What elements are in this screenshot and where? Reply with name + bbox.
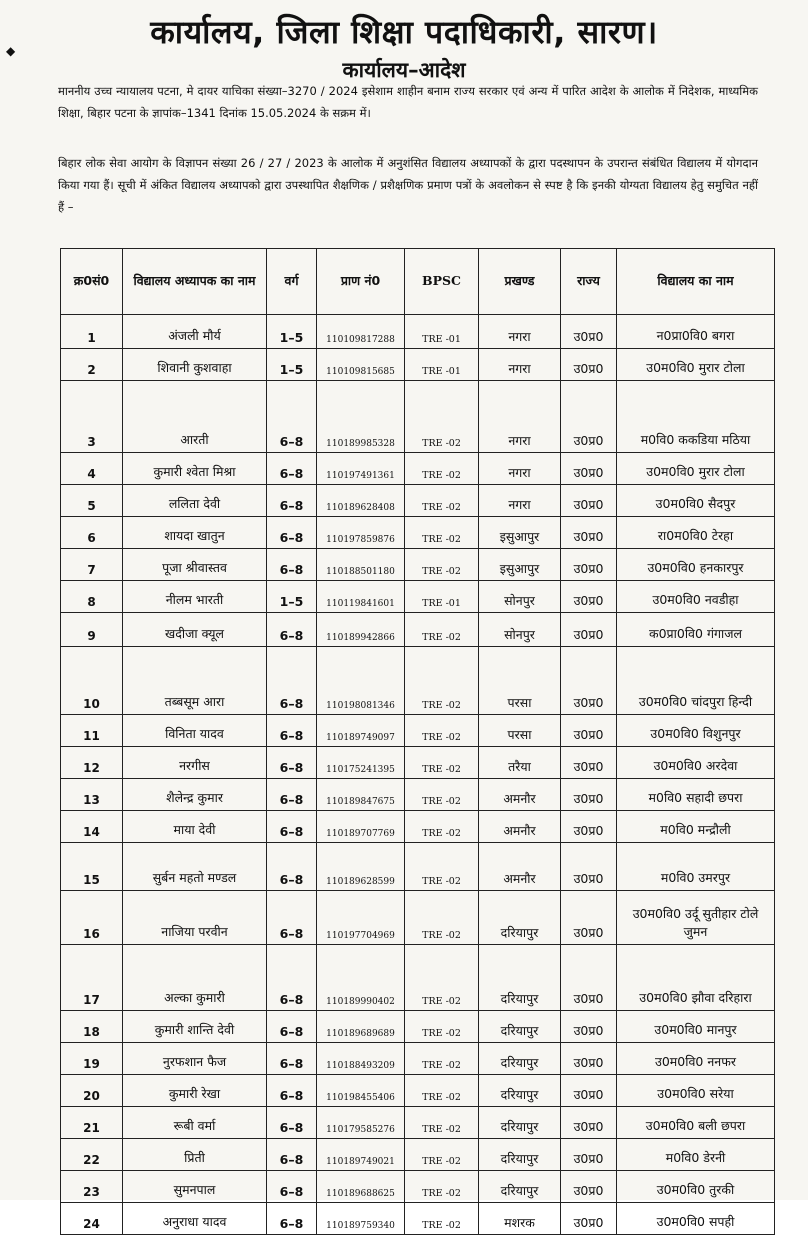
teacher-name-cell: नुरफशान फैज — [123, 1043, 267, 1075]
block-cell: इसुआपुर — [479, 549, 561, 581]
school-name-cell: म0वि0 डेरनी — [617, 1139, 775, 1171]
table-row — [61, 613, 775, 647]
class-group-cell: 1–5 — [267, 581, 317, 613]
state-cell: उ0प्र0 — [561, 581, 617, 613]
pran-cell: 110109817288 — [317, 315, 405, 349]
class-group-cell: 6–8 — [267, 1139, 317, 1171]
teacher-name-cell: अनुराधा यादव — [123, 1203, 267, 1235]
state-cell: उ0प्र0 — [561, 349, 617, 381]
header-pran-no: प्राण नं0 — [317, 249, 405, 315]
school-name-cell: उ0म0वि0 हनकारपुर — [617, 549, 775, 581]
pran-cell: 110109815685 — [317, 349, 405, 381]
bpsc-cell: TRE -02 — [405, 1075, 479, 1107]
bpsc-cell: TRE -02 — [405, 381, 479, 453]
serial-cell: 16 — [61, 891, 123, 945]
school-name-cell: उ0म0वि0 उर्दू सुतीहार टोले जुमन — [617, 891, 775, 945]
school-name-cell: म0वि0 सहादी छपरा — [617, 779, 775, 811]
pran-cell: 110179585276 — [317, 1107, 405, 1139]
class-group-cell: 1–5 — [267, 349, 317, 381]
block-cell: परसा — [479, 715, 561, 747]
pran-cell: 110198455406 — [317, 1075, 405, 1107]
class-group-cell: 6–8 — [267, 1043, 317, 1075]
bpsc-cell: TRE -02 — [405, 843, 479, 891]
school-name-cell: उ0म0वि0 सपही — [617, 1203, 775, 1235]
table-row — [61, 1107, 775, 1139]
school-name-cell: उ0म0वि0 मुरार टोला — [617, 453, 775, 485]
teacher-name-cell: ललिता देवी — [123, 485, 267, 517]
bpsc-cell: TRE -02 — [405, 715, 479, 747]
school-name-cell: म0वि0 मन्द्रौली — [617, 811, 775, 843]
block-cell: मशरक — [479, 1203, 561, 1235]
teacher-name-cell: कुमारी शान्ति देवी — [123, 1011, 267, 1043]
teacher-name-cell: तब्बसूम आरा — [123, 647, 267, 715]
table-body — [61, 315, 775, 1235]
class-group-cell: 6–8 — [267, 843, 317, 891]
state-cell: उ0प्र0 — [561, 779, 617, 811]
bpsc-cell: TRE -02 — [405, 1011, 479, 1043]
block-cell: सोनपुर — [479, 581, 561, 613]
table-row — [61, 891, 775, 945]
school-name-cell: उ0म0वि0 मुरार टोला — [617, 349, 775, 381]
bpsc-cell: TRE -02 — [405, 1043, 479, 1075]
table-row — [61, 453, 775, 485]
table-row — [61, 779, 775, 811]
table-row — [61, 843, 775, 891]
serial-cell: 12 — [61, 747, 123, 779]
table-row — [61, 349, 775, 381]
table-row — [61, 315, 775, 349]
class-group-cell: 6–8 — [267, 811, 317, 843]
table-row — [61, 1171, 775, 1203]
pran-cell: 110188501180 — [317, 549, 405, 581]
order-subtitle: कार्यालय–आदेश — [342, 58, 466, 82]
block-cell: तरैया — [479, 747, 561, 779]
serial-cell: 14 — [61, 811, 123, 843]
block-cell: दरियापुर — [479, 1011, 561, 1043]
state-cell: उ0प्र0 — [561, 945, 617, 1011]
block-cell: दरियापुर — [479, 1043, 561, 1075]
block-cell: नगरा — [479, 381, 561, 453]
state-cell: उ0प्र0 — [561, 715, 617, 747]
bpsc-cell: TRE -02 — [405, 891, 479, 945]
class-group-cell: 6–8 — [267, 779, 317, 811]
teacher-name-cell: नाजिया परवीन — [123, 891, 267, 945]
state-cell: उ0प्र0 — [561, 1107, 617, 1139]
block-cell: दरियापुर — [479, 945, 561, 1011]
table-row — [61, 581, 775, 613]
school-name-cell: क0प्रा0वि0 गंगाजल — [617, 613, 775, 647]
bpsc-cell: TRE -02 — [405, 1139, 479, 1171]
pran-cell: 110197859876 — [317, 517, 405, 549]
block-cell: दरियापुर — [479, 1139, 561, 1171]
state-cell: उ0प्र0 — [561, 517, 617, 549]
pran-cell: 110189749097 — [317, 715, 405, 747]
state-cell: उ0प्र0 — [561, 1043, 617, 1075]
pran-cell: 110189990402 — [317, 945, 405, 1011]
class-group-cell: 6–8 — [267, 1203, 317, 1235]
state-cell: उ0प्र0 — [561, 1011, 617, 1043]
table-row — [61, 1043, 775, 1075]
state-cell: उ0प्र0 — [561, 811, 617, 843]
class-group-cell: 6–8 — [267, 715, 317, 747]
serial-cell: 15 — [61, 843, 123, 891]
pran-cell: 110189985328 — [317, 381, 405, 453]
block-cell: परसा — [479, 647, 561, 715]
pran-cell: 110198081346 — [317, 647, 405, 715]
class-group-cell: 6–8 — [267, 485, 317, 517]
school-name-cell: उ0म0वि0 चांदपुरा हिन्दी — [617, 647, 775, 715]
serial-cell: 23 — [61, 1171, 123, 1203]
teacher-name-cell: विनिता यादव — [123, 715, 267, 747]
table-header-row — [61, 249, 775, 315]
state-cell: उ0प्र0 — [561, 843, 617, 891]
teacher-name-cell: शायदा खातुन — [123, 517, 267, 549]
bpsc-cell: TRE -02 — [405, 1203, 479, 1235]
class-group-cell: 6–8 — [267, 517, 317, 549]
state-cell: उ0प्र0 — [561, 747, 617, 779]
pran-cell: 110189759340 — [317, 1203, 405, 1235]
findings-paragraph: बिहार लोक सेवा आयोग के विज्ञापन संख्या 26 / 27 / 2023 के आलोक में अनुशंसित विद्यालय अध्यापकों के द्वारा पदस्थापन के उपरान्त संबंधित विद्यालय में योगदान किया गया हैं। सूची में अंकित विद्यालय अध्यापको द्वारा उपस्थापित शैक्षणिक / प्रशैक्षणिक प्रमाण पत्रों के अवलोकन से स्पष्ट है कि इनकी योग्यता विद्यालय हेतु समुचित नहीं हैं – — [58, 156, 758, 214]
class-group-cell: 6–8 — [267, 1011, 317, 1043]
school-name-cell: उ0म0वि0 झौवा दरिहारा — [617, 945, 775, 1011]
pran-cell: 110175241395 — [317, 747, 405, 779]
table-row — [61, 747, 775, 779]
class-group-cell: 1–5 — [267, 315, 317, 349]
pran-cell: 110189628408 — [317, 485, 405, 517]
serial-cell: 3 — [61, 381, 123, 453]
teacher-name-cell: आरती — [123, 381, 267, 453]
bpsc-cell: TRE -02 — [405, 779, 479, 811]
table-row — [61, 1075, 775, 1107]
state-cell: उ0प्र0 — [561, 453, 617, 485]
class-group-cell: 6–8 — [267, 1107, 317, 1139]
school-name-cell: उ0म0वि0 विशुनपुर — [617, 715, 775, 747]
serial-cell: 9 — [61, 613, 123, 647]
table-row — [61, 549, 775, 581]
serial-cell: 21 — [61, 1107, 123, 1139]
school-name-cell: म0वि0 उमरपुर — [617, 843, 775, 891]
office-title: कार्यालय, जिला शिक्षा पदाधिकारी, सारण। — [150, 13, 658, 51]
table-row — [61, 715, 775, 747]
school-name-cell: उ0म0वि0 बली छपरा — [617, 1107, 775, 1139]
pran-cell: 110189688625 — [317, 1171, 405, 1203]
pran-cell: 110197704969 — [317, 891, 405, 945]
school-name-cell: उ0म0वि0 मानपुर — [617, 1011, 775, 1043]
block-cell: दरियापुर — [479, 1075, 561, 1107]
serial-cell: 4 — [61, 453, 123, 485]
serial-cell: 1 — [61, 315, 123, 349]
state-cell: उ0प्र0 — [561, 647, 617, 715]
table-row — [61, 1203, 775, 1235]
bpsc-cell: TRE -01 — [405, 581, 479, 613]
teacher-name-cell: कुमारी श्वेता मिश्रा — [123, 453, 267, 485]
serial-cell: 17 — [61, 945, 123, 1011]
bpsc-cell: TRE -02 — [405, 549, 479, 581]
teacher-name-cell: पूजा श्रीवास्तव — [123, 549, 267, 581]
block-cell: अमनौर — [479, 843, 561, 891]
pran-cell: 110189942866 — [317, 613, 405, 647]
serial-cell: 10 — [61, 647, 123, 715]
school-name-cell: उ0म0वि0 तुरकी — [617, 1171, 775, 1203]
serial-cell: 11 — [61, 715, 123, 747]
table-row — [61, 1011, 775, 1043]
teacher-name-cell: शैलेन्द्र कुमार — [123, 779, 267, 811]
table-row — [61, 517, 775, 549]
state-cell: उ0प्र0 — [561, 1139, 617, 1171]
block-cell: अमनौर — [479, 811, 561, 843]
school-name-cell: न0प्रा0वि0 बगरा — [617, 315, 775, 349]
bpsc-cell: TRE -02 — [405, 1107, 479, 1139]
state-cell: उ0प्र0 — [561, 381, 617, 453]
margin-mark-icon: ◆ — [6, 44, 16, 58]
state-cell: उ0प्र0 — [561, 315, 617, 349]
teacher-name-cell: सुर्बन महतो मण्डल — [123, 843, 267, 891]
class-group-cell: 6–8 — [267, 1171, 317, 1203]
block-cell: नगरा — [479, 315, 561, 349]
bpsc-cell: TRE -02 — [405, 1171, 479, 1203]
teacher-name-cell: अंजली मौर्य — [123, 315, 267, 349]
pran-cell: 110197491361 — [317, 453, 405, 485]
state-cell: उ0प्र0 — [561, 549, 617, 581]
pran-cell: 110189847675 — [317, 779, 405, 811]
table-row — [61, 945, 775, 1011]
serial-cell: 13 — [61, 779, 123, 811]
serial-cell: 24 — [61, 1203, 123, 1235]
teacher-name-cell: अल्का कुमारी — [123, 945, 267, 1011]
bpsc-cell: TRE -01 — [405, 315, 479, 349]
school-name-cell: उ0म0वि0 अरदेवा — [617, 747, 775, 779]
teacher-name-cell: शिवानी कुशवाहा — [123, 349, 267, 381]
teacher-name-cell: प्रिती — [123, 1139, 267, 1171]
serial-cell: 7 — [61, 549, 123, 581]
header-school-name: विद्यालय का नाम — [617, 249, 775, 315]
table-row — [61, 485, 775, 517]
bpsc-cell: TRE -02 — [405, 811, 479, 843]
state-cell: उ0प्र0 — [561, 1203, 617, 1235]
header-block: प्रखण्ड — [479, 249, 561, 315]
state-cell: उ0प्र0 — [561, 613, 617, 647]
serial-cell: 22 — [61, 1139, 123, 1171]
pran-cell: 110119841601 — [317, 581, 405, 613]
block-cell: दरियापुर — [479, 1107, 561, 1139]
block-cell: दरियापुर — [479, 1171, 561, 1203]
class-group-cell: 6–8 — [267, 747, 317, 779]
school-name-cell: उ0म0वि0 ननफर — [617, 1043, 775, 1075]
bpsc-cell: TRE -02 — [405, 945, 479, 1011]
class-group-cell: 6–8 — [267, 945, 317, 1011]
serial-cell: 20 — [61, 1075, 123, 1107]
bpsc-cell: TRE -02 — [405, 747, 479, 779]
bpsc-cell: TRE -01 — [405, 349, 479, 381]
teacher-name-cell: सुमनपाल — [123, 1171, 267, 1203]
block-cell: दरियापुर — [479, 891, 561, 945]
state-cell: उ0प्र0 — [561, 1075, 617, 1107]
header-serial: क्र0सं0 — [61, 249, 123, 315]
header-bpsc: BPSC — [405, 249, 479, 315]
table-row — [61, 381, 775, 453]
teacher-name-cell: माया देवी — [123, 811, 267, 843]
block-cell: नगरा — [479, 485, 561, 517]
class-group-cell: 6–8 — [267, 647, 317, 715]
pran-cell: 110189707769 — [317, 811, 405, 843]
class-group-cell: 6–8 — [267, 891, 317, 945]
serial-cell: 2 — [61, 349, 123, 381]
teacher-name-cell: नीलम भारती — [123, 581, 267, 613]
header-class-group: वर्ग — [267, 249, 317, 315]
class-group-cell: 6–8 — [267, 549, 317, 581]
block-cell: अमनौर — [479, 779, 561, 811]
bpsc-cell: TRE -02 — [405, 647, 479, 715]
table-row — [61, 811, 775, 843]
header-state: राज्य — [561, 249, 617, 315]
table-row — [61, 647, 775, 715]
serial-cell: 5 — [61, 485, 123, 517]
pran-cell: 110189689689 — [317, 1011, 405, 1043]
class-group-cell: 6–8 — [267, 381, 317, 453]
serial-cell: 8 — [61, 581, 123, 613]
block-cell: नगरा — [479, 453, 561, 485]
school-name-cell: उ0म0वि0 नवडीहा — [617, 581, 775, 613]
bpsc-cell: TRE -02 — [405, 453, 479, 485]
table-row — [61, 1139, 775, 1171]
block-cell: सोनपुर — [479, 613, 561, 647]
pran-cell: 110188493209 — [317, 1043, 405, 1075]
school-name-cell: रा0म0वि0 टेरहा — [617, 517, 775, 549]
header-teacher-name: विद्यालय अध्यापक का नाम — [123, 249, 267, 315]
serial-cell: 18 — [61, 1011, 123, 1043]
teacher-name-cell: नरगीस — [123, 747, 267, 779]
teacher-name-cell: खदीजा क्यूल — [123, 613, 267, 647]
reference-paragraph: माननीय उच्च न्यायालय पटना, मे दायर याचिका संख्या–3270 / 2024 इसेशाम शाहीन बनाम राज्य सरकार एवं अन्य में पारित आदेश के आलोक में निदेशक, माध्यमिक शिक्षा, बिहार पटना के ज्ञापांक–1341 दिनांक 15.05.2024 के सक्रम में। — [58, 84, 758, 120]
school-name-cell: म0वि0 ककडिया मठिया — [617, 381, 775, 453]
bpsc-cell: TRE -02 — [405, 517, 479, 549]
school-name-cell: उ0म0वि0 सैदपुर — [617, 485, 775, 517]
state-cell: उ0प्र0 — [561, 891, 617, 945]
bpsc-cell: TRE -02 — [405, 485, 479, 517]
pran-cell: 110189749021 — [317, 1139, 405, 1171]
teacher-table — [60, 248, 775, 1235]
teacher-name-cell: रूबी वर्मा — [123, 1107, 267, 1139]
class-group-cell: 6–8 — [267, 613, 317, 647]
class-group-cell: 6–8 — [267, 1075, 317, 1107]
state-cell: उ0प्र0 — [561, 485, 617, 517]
serial-cell: 6 — [61, 517, 123, 549]
teacher-name-cell: कुमारी रेखा — [123, 1075, 267, 1107]
state-cell: उ0प्र0 — [561, 1171, 617, 1203]
block-cell: इसुआपुर — [479, 517, 561, 549]
school-name-cell: उ0म0वि0 सरेया — [617, 1075, 775, 1107]
serial-cell: 19 — [61, 1043, 123, 1075]
bpsc-cell: TRE -02 — [405, 613, 479, 647]
pran-cell: 110189628599 — [317, 843, 405, 891]
class-group-cell: 6–8 — [267, 453, 317, 485]
block-cell: नगरा — [479, 349, 561, 381]
